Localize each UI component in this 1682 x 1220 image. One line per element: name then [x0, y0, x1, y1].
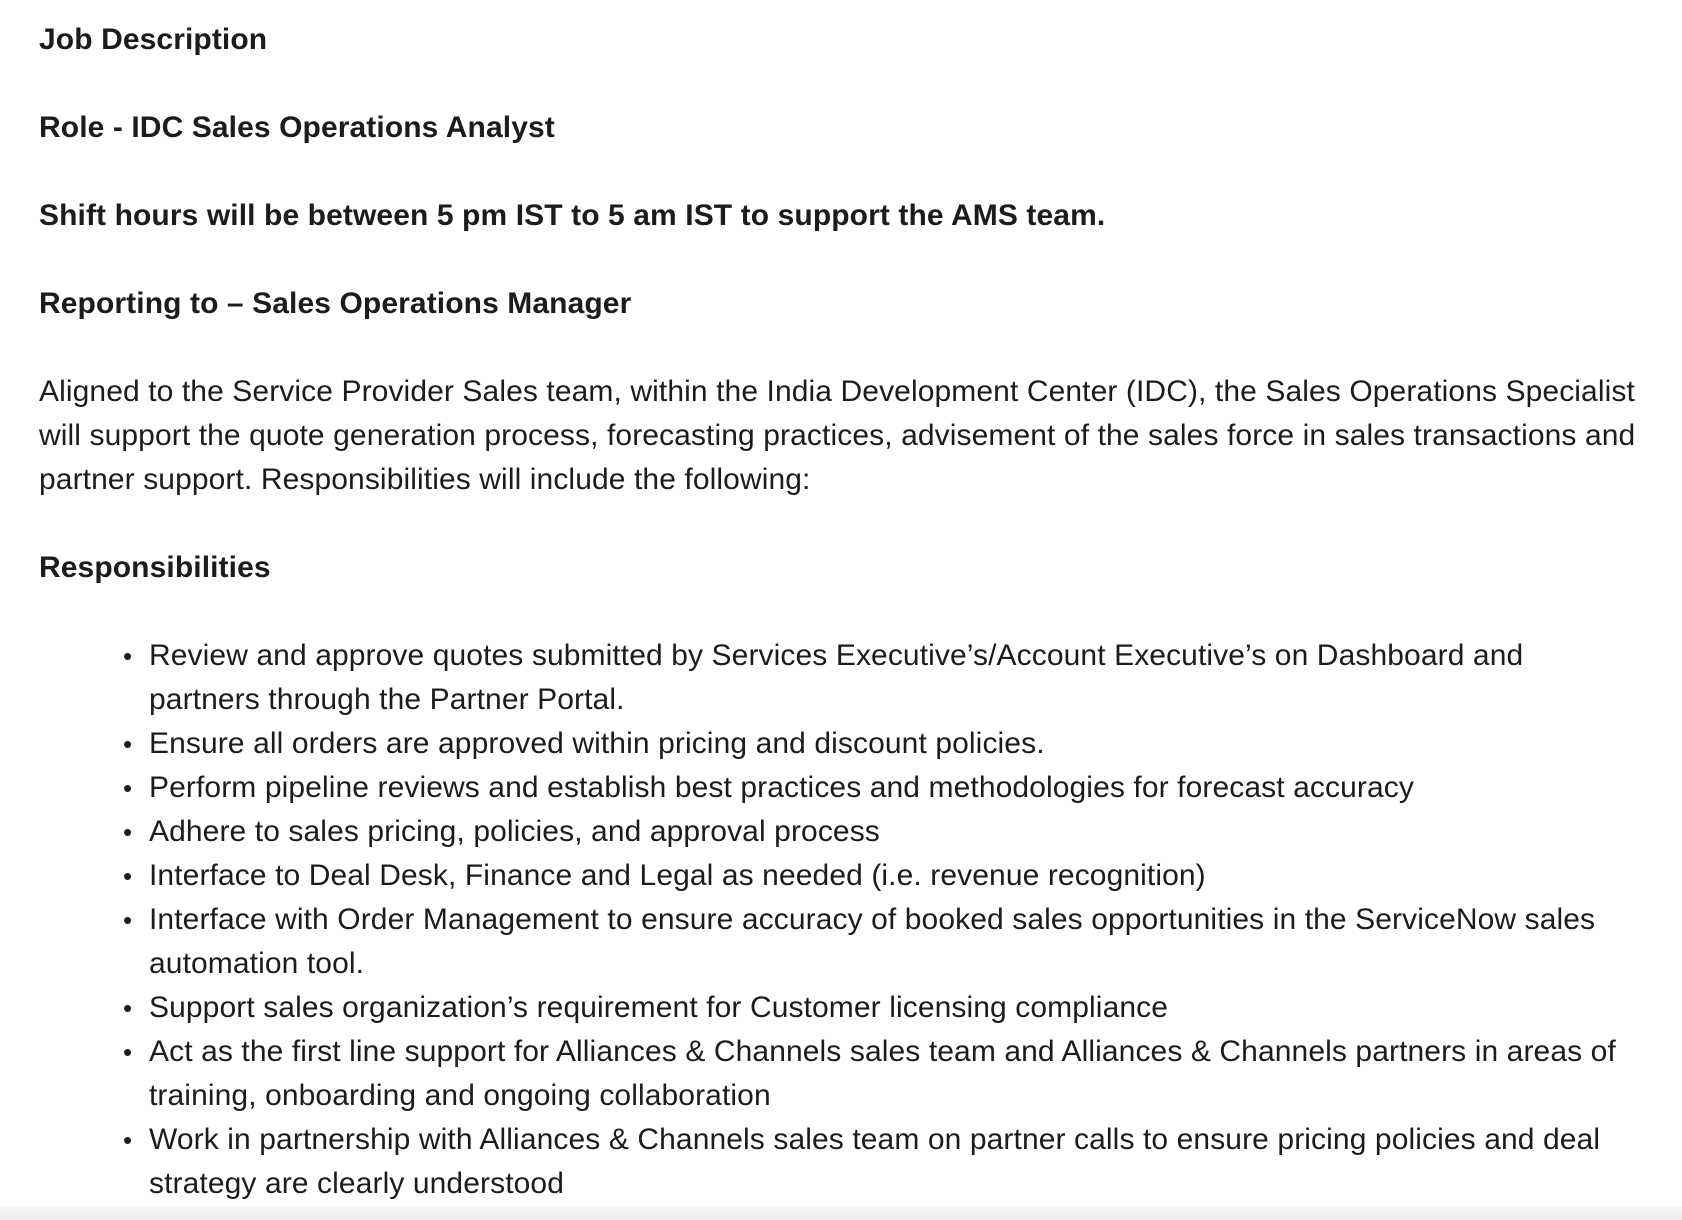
- list-item: [123, 1118, 1639, 1206]
- list-item: [123, 1030, 1639, 1118]
- list-item: [123, 898, 1639, 986]
- bullet-icon: •: [123, 817, 133, 847]
- list-item: [123, 634, 1639, 722]
- list-item: [123, 810, 1639, 854]
- bullet-icon: •: [123, 993, 133, 1023]
- list-item-text: Work in partnership with Alliances & Channels sales team on partner calls to ensure pricing policies and deal strategy are clearly understood: [149, 1123, 1601, 1200]
- bullet-icon: •: [123, 641, 133, 671]
- bullet-icon: •: [123, 1037, 133, 1067]
- list-item-text: Interface with Order Management to ensure accuracy of booked sales opportunities in the ServiceNow sales automation tool.: [149, 903, 1596, 980]
- list-item: [123, 986, 1639, 1030]
- list-item-text: Ensure all orders are approved within pricing and discount policies.: [149, 727, 1045, 760]
- role-title: Role - IDC Sales Operations Analyst: [39, 111, 555, 144]
- list-item-text: Interface to Deal Desk, Finance and Legal as needed (i.e. revenue recognition): [149, 859, 1206, 892]
- bullet-icon: •: [123, 1125, 133, 1155]
- bottom-edge-bar: [0, 1206, 1682, 1220]
- job-description-document: [39, 18, 1639, 1206]
- document-heading: Job Description: [39, 23, 268, 56]
- list-item-text: Review and approve quotes submitted by Services Executive’s/Account Executive’s on Dashboard and partners through the Partner Portal.: [149, 639, 1524, 716]
- list-item: [123, 854, 1639, 898]
- list-item-text: Perform pipeline reviews and establish best practices and methodologies for forecast accuracy: [149, 771, 1414, 804]
- list-item: [123, 766, 1639, 810]
- bullet-icon: •: [123, 729, 133, 759]
- bullet-icon: •: [123, 905, 133, 935]
- responsibilities-list: [39, 634, 1639, 1206]
- intro-paragraph: Aligned to the Service Provider Sales team, within the India Development Center (IDC), the Sales Operations Specialist will support the quote generation process, forecasting practices, advisement of the sales force in sales transactions and partner support. Responsibilities will include the following:: [39, 375, 1636, 496]
- bullet-icon: •: [123, 773, 133, 803]
- list-item-text: Support sales organization’s requirement for Customer licensing compliance: [149, 991, 1169, 1024]
- bullet-icon: •: [123, 861, 133, 891]
- shift-hours: Shift hours will be between 5 pm IST to 5 am IST to support the AMS team.: [39, 199, 1106, 232]
- reporting-line: Reporting to – Sales Operations Manager: [39, 287, 632, 320]
- list-item-text: Act as the first line support for Alliances & Channels sales team and Alliances & Channels partners in areas of training, onboarding and ongoing collaboration: [149, 1035, 1616, 1112]
- list-item: [123, 722, 1639, 766]
- responsibilities-heading: Responsibilities: [39, 551, 271, 584]
- list-item-text: Adhere to sales pricing, policies, and approval process: [149, 815, 880, 848]
